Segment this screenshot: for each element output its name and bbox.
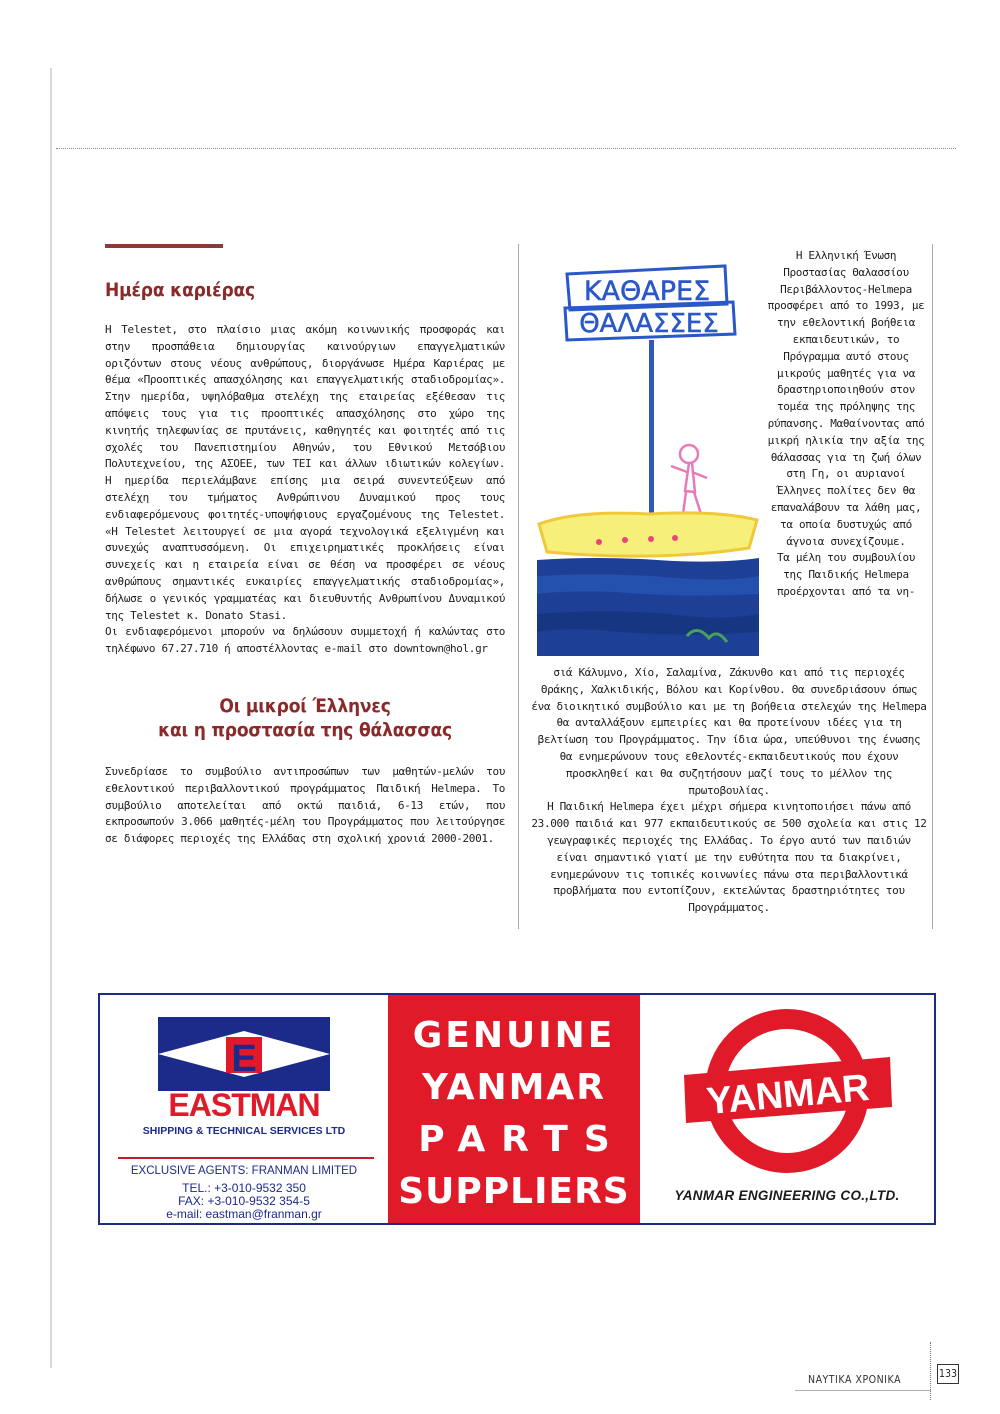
right-narrow-text <box>766 248 926 601</box>
article-heading-career-day: Ημέρα καριέρας <box>105 279 255 301</box>
sign-pole <box>649 340 654 516</box>
eastman-subtitle: SHIPPING & TECHNICAL SERVICES LTD <box>142 1125 346 1137</box>
ad-slogan-line: GENUINE <box>412 1015 616 1056</box>
yanmar-company-name: YANMAR ENGINEERING CO.,LTD. <box>674 1188 900 1203</box>
ad-slogan-line: SUPPLIERS <box>398 1171 630 1212</box>
footer-dotted-rule <box>930 1342 931 1400</box>
sign-text-line1: ΚΑΘΑΡΕΣ <box>583 276 711 307</box>
yanmar-logo <box>640 995 934 1185</box>
eastman-logo <box>100 995 388 1095</box>
left-column <box>105 244 505 848</box>
genuine-parts-panel <box>388 995 640 1223</box>
ad-divider-rule <box>118 1157 374 1159</box>
column-divider <box>518 244 519 929</box>
phone-number: TEL.: +3-010-9532 350 <box>182 1181 306 1195</box>
ad-slogan-line: YANMAR <box>421 1067 607 1108</box>
magazine-name: ΝΑΥΤΙΚΑ ΧΡΟΝΙΚΑ <box>808 1374 902 1386</box>
advertisement-banner <box>98 993 936 1225</box>
heading-line: και η προστασία της θάλασσας <box>158 718 452 741</box>
sign-text-line2: ΘΑΛΑΣΣΕΣ <box>579 309 719 339</box>
eastman-letter: E <box>231 1038 257 1080</box>
article-paragraph: Συνεδρίασε το συμβούλιο αντιπροσώπων των μαθητών-μελών του εθελοντικού περιβαλλοντικού προγράμματος Παιδική Helmepa. Το συμβούλιο αποτελείται από οκτώ παιδιά, 6-13 ετών, που εκπροσωπούν 3.066 μαθητές-μέλη του Προγράμματος που λειτούργησε σε διάφορες περιοχές της Ελλάδας στη σχολική χρονιά 2000-2001. <box>105 764 505 846</box>
article-paragraph: Η Ελληνική Ένωση Προστασίας Θαλασσίου Περιβάλλοντος-Helmepa προσφέρει από το 1993, με την εθελοντική βοήθεια εκπαιδευτικών, το Πρόγραμμα αυτό στους μικρούς μαθητές για να δραστηριοποιηθούν στον τομέα της πρόληψης της ρύπανσης. Μαθαίνοντας από μικρή ηλικία την αξία της θάλασσας για τη ζωή όλων στη Γη, οι αυριανοί Έλληνες πολίτες δεν θα επαναλάβουν τα λάθη μας, τα οποία δυστυχώς από άγνοια συνεχίζουμε. <box>767 249 925 548</box>
page-number: 133 <box>937 1364 959 1384</box>
fax-number: FAX: +3-010-9532 354-5 <box>178 1194 310 1208</box>
yanmar-wordmark: YANMAR <box>704 1066 872 1124</box>
island-shape <box>539 513 757 556</box>
heading-line: Οι μικροί Έλληνες <box>219 694 391 717</box>
footer-rule <box>795 1390 931 1391</box>
eastman-wordmark: EASTMAN <box>168 1087 320 1123</box>
email-address: e-mail: eastman@franman.gr <box>166 1207 322 1221</box>
yanmar-panel <box>640 995 934 1223</box>
sea-area <box>537 558 759 656</box>
exclusive-agents-text: EXCLUSIVE AGENTS: FRANMAN LIMITED <box>130 1165 358 1177</box>
column-divider-right <box>932 244 933 929</box>
article-paragraph: σιά Κάλυμνο, Χίο, Σαλαμίνα, Ζάκυνθο και από τις περιοχές Θράκης, Χαλκιδικής, Βόλου και Κορίνθου. Θα συνεδριάσουν όπως ένα διοικητικό συμβούλιο και με τη βοήθεια στελεχών της Helmepa θα ανταλλάξουν εμπειρίες και θα προτείνουν ιδέες για τη βελτίωση του Προγράμματος. Την ίδια ώρα, υπεύθυνοι της ένωσης θα ενημερώνουν τους εθελοντές-εκπαιδευτικούς που έχουν προσκληθεί και θα συζητήσουν μαζί τους το μέλλον της πρωτοβουλίας. <box>531 666 927 797</box>
child-drawing-illustration <box>537 246 759 656</box>
right-wide-text <box>530 665 928 917</box>
article-paragraph: Οι ενδιαφερόμενοι μπορούν να δηλώσουν συμμετοχή ή καλώντας στο τηλέφωνο 67.27.710 ή αποστέλλοντας e-mail στο downtown@hol.gr <box>105 625 505 656</box>
heading-accent-bar <box>105 244 223 248</box>
article-paragraph: Η Telestet, στο πλαίσιο μιας ακόμη κοινωνικής προσφοράς και στην προσπάθεια δημιουργίας καινούργιων επαγγελματικών οριζόντων στους νέους ανθρώπους, διοργάνωσε Ημέρα Καριέρας με θέμα «Προοπτικές απασχόλησης και επαγγελματικής σταδιοδρομίας». Στην ημερίδα, υψηλόβαθμα στελέχη της εταιρείας εξέθεσαν τις απόψεις τους για τις προοπτικές απασχόλησης στο χώρο της κινητής τηλεφωνίας σε πρυτάνεις, καθηγητές και φοιτητές από τις σχολές του Πανεπιστημίου Αθηνών, του Εθνικού Μετσόβιου Πολυτεχνείου, της ΑΣΟΕΕ, των ΤΕΙ και άλλων ιδιωτικών κολεγίων. Η ημερίδα περιελάμβανε επίσης μια σειρά συνεντεύξεων από στελέχη του τμήματος Ανθρώπινου Δυναμικού προς τους ενδιαφερόμενους φοιτητές-υποψήφιους εργαζομένους της Telestet. «Η Telestet λειτουργεί σε μια αγορά τεχνολογικά εξελιγμένη και συνεχώς αναπτυσσόμενη. Οι επιχειρηματικές προκλήσεις είναι συνεχείς και η εταιρεία είναι σε θέση να προσφέρει σε νέους ανθρώπους σημαντικές ευκαιρίες επαγγελματικής σταδιοδρομίας», δήλωσε ο γενικός γραμματέας και διευθυντής Ανθρωπίνου Δυναμικού της Telestet κ. Donato Stasi. <box>105 323 505 622</box>
eastman-panel <box>100 995 388 1223</box>
ad-slogan-line: PARTS <box>418 1119 626 1160</box>
article-paragraph: Η Παιδική Helmepa έχει μέχρι σήμερα κινητοποιήσει πάνω από 23.000 παιδιά και 977 εκπαιδευτικούς σε 500 σχολεία και στις 12 γεωγραφικές περιοχές της Ελλάδας. Το έργο αυτό των παιδιών είναι σημαντικό γιατί με την ευθύτητα που τα διακρίνει, ενημερώνουν τις τοπικές κοινωνίες πάνω στα περιβαλλοντικά προβλήματα που εντοπίζουν, εκτελώντας δραστηριότητες του Προγράμματος. <box>531 800 927 915</box>
page-edge <box>50 68 52 1368</box>
sign-board <box>565 266 735 340</box>
article-paragraph: Τα μέλη του συμβουλίου της Παιδικής Helmepa προέρχονται από τα νη- <box>777 551 915 598</box>
top-dotted-rule <box>56 148 956 149</box>
article-heading-young-greeks <box>105 694 505 742</box>
